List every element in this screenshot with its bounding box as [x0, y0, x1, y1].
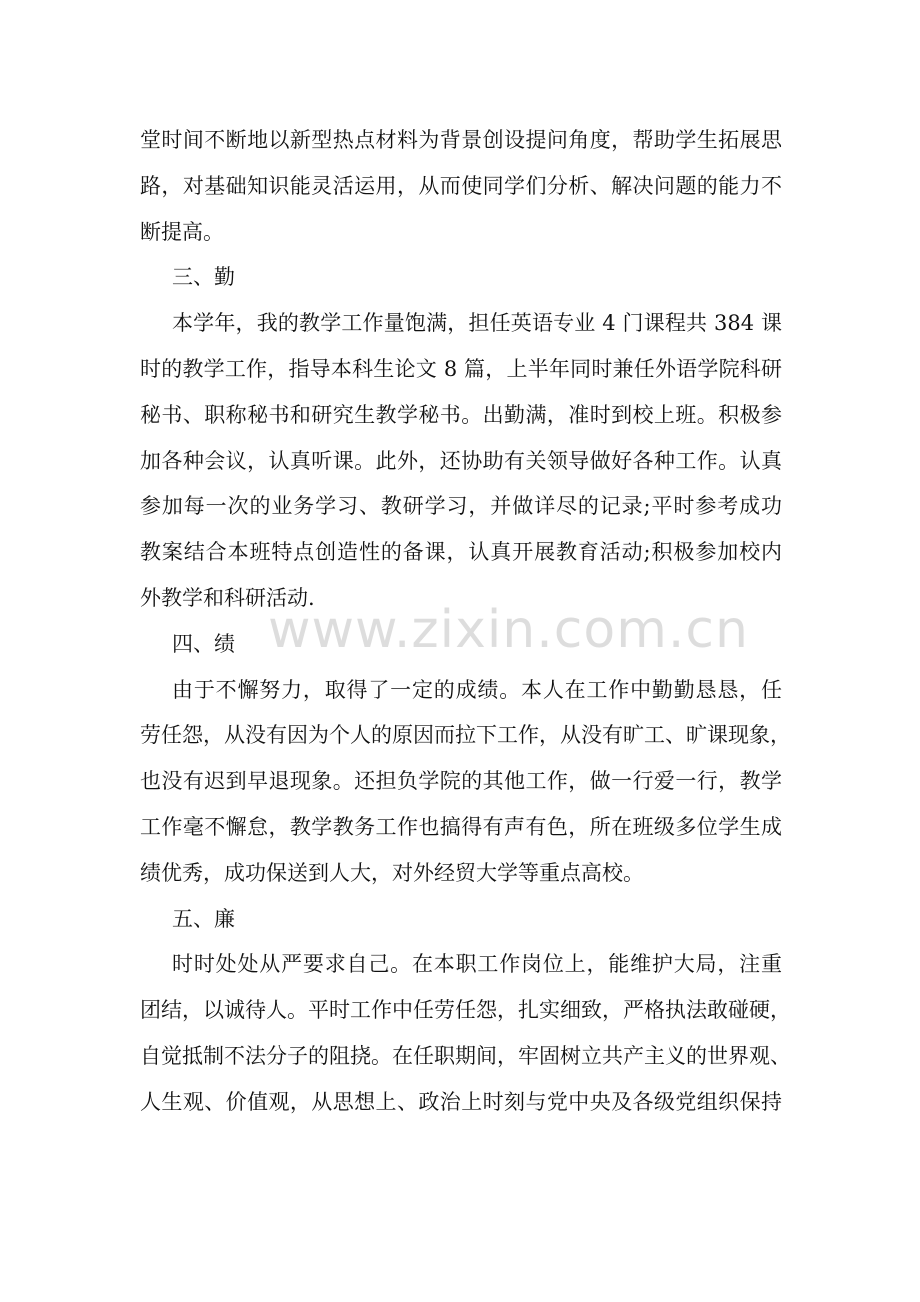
- text-line: 人生观、价值观，从思想上、政治上时刻与党中央及各级党组织保持: [140, 1089, 782, 1114]
- text-line: 本学年，我的教学工作量饱满，担任英语专业 4 门课程共 384 课: [172, 311, 782, 336]
- text-line: 时时处处从严要求自己。在本职工作岗位上，能维护大局，注重: [172, 952, 782, 977]
- text-line: 教案结合本班特点创造性的备课，认真开展教育活动;积极参加校内: [140, 540, 782, 565]
- section-heading: 五、廉: [172, 906, 235, 931]
- document-body: [140, 118, 791, 1126]
- text-line: 由于不懈努力，取得了一定的成绩。本人在工作中勤勤恳恳，任: [172, 677, 782, 702]
- text-line: 路，对基础知识能灵活运用，从而使同学们分析、解决问题的能力不: [140, 173, 782, 198]
- text-line: 劳任怨，从没有因为个人的原因而拉下工作，从没有旷工、旷课现象，: [140, 723, 791, 748]
- text-line: 加各种会议，认真听课。此外，还协助有关领导做好各种工作。认真: [140, 448, 782, 473]
- text-line: 时的教学工作，指导本科生论文 8 篇，上半年同时兼任外语学院科研: [140, 356, 782, 381]
- text-line: 参加每一次的业务学习、教研学习，并做详尽的记录;平时参考成功: [140, 494, 782, 519]
- text-line: 团结，以诚待人。平时工作中任劳任怨，扎实细致，严格执法敢碰硬，: [140, 998, 791, 1023]
- text-line: 绩优秀，成功保送到人大，对外经贸大学等重点高校。: [140, 860, 644, 885]
- text-line: 堂时间不断地以新型热点材料为背景创设提问角度，帮助学生拓展思: [140, 128, 782, 152]
- section-heading: 四、绩: [172, 631, 235, 656]
- text-line: 外教学和科研活动.: [140, 585, 315, 610]
- section-heading: 三、勤: [172, 265, 235, 290]
- text-line: 断提高。: [140, 219, 224, 244]
- text-line: 工作毫不懈怠，教学教务工作也搞得有声有色，所在班级多位学生成: [140, 814, 782, 839]
- text-line: 秘书、职称秘书和研究生教学秘书。出勤满，准时到校上班。积极参: [140, 402, 782, 427]
- text-line: 也没有迟到早退现象。还担负学院的其他工作，做一行爱一行，教学: [140, 769, 782, 794]
- watermark: www.zixin.com.cn: [268, 600, 749, 660]
- text-line: 自觉抵制不法分子的阻挠。在任职期间，牢固树立共产主义的世界观、: [140, 1043, 791, 1068]
